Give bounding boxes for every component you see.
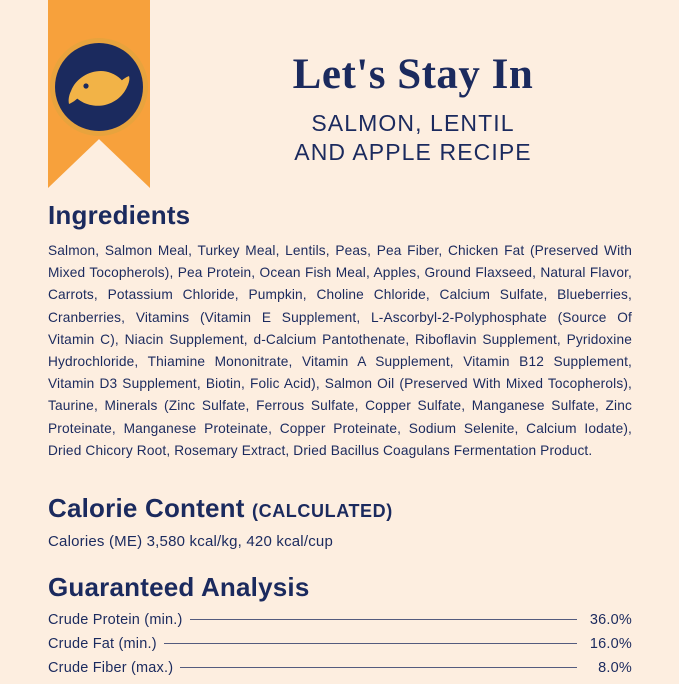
table-row	[48, 660, 632, 676]
leader-line	[190, 619, 577, 620]
label-header	[0, 0, 679, 196]
fish-badge-icon	[67, 65, 131, 109]
calorie-content-heading	[48, 493, 632, 524]
ga-label: Crude Fat (min.)	[48, 635, 157, 652]
table-row	[48, 612, 632, 628]
calorie-content-section	[48, 493, 632, 550]
leader-line	[180, 667, 577, 668]
ga-value: 16.0%	[589, 635, 632, 652]
brand-badge	[50, 38, 148, 136]
product-subtitle-line-1: SALMON, LENTIL	[311, 110, 515, 137]
calorie-content-qualifier: (CALCULATED)	[252, 500, 393, 521]
product-subtitle	[178, 109, 648, 167]
ga-label: Crude Fiber (max.)	[48, 659, 174, 676]
table-row	[48, 636, 632, 652]
ga-value: 8.0%	[598, 659, 632, 676]
calorie-content-heading-text: Calorie Content	[48, 492, 245, 523]
ingredients-text: Salmon, Salmon Meal, Turkey Meal, Lentils, Peas, Pea Fiber, Chicken Fat (Preserved With Mixed Tocopherols), Pea Protein, Ocean Fish Meal, Apples, Ground Flaxseed, Natural Flavor, Carrots, Potassium Chloride, Pumpkin, Choline Chloride, Calcium Sulfate, Blueberries, Cranberries, Vitamins (Vitamin E Supplement, L-Ascorbyl-2-Polyphosphate (Source Of Vitamin C), Niacin Supplement, d-Calcium Pantothenate, Riboflavin Supplement, Pyridoxine Hydrochloride, Thiamine Mononitrate, Vitamin A Supplement, Vitamin B12 Supplement, Vitamin D3 Supplement, Biotin, Folic Acid), Salmon Oil (Preserved With Mixed Tocopherols), Taurine, Minerals (Zinc Sulfate, Ferrous Sulfate, Copper Sulfate, Manganese Sulfate, Zinc Proteinate, Manganese Proteinate, Copper Proteinate, Sodium Selenite, Calcium Iodate), Dried Chicory Root, Rosemary Extract, Dried Bacillus Coagulans Fermentation Product.	[48, 243, 632, 458]
ingredients-heading: Ingredients	[48, 200, 191, 230]
guaranteed-analysis-heading: Guaranteed Analysis	[48, 571, 310, 602]
product-title: Let's Stay In	[292, 51, 534, 98]
guaranteed-analysis-section	[48, 572, 632, 676]
product-subtitle-line-2: AND APPLE RECIPE	[294, 138, 532, 165]
ga-value: 36.0%	[589, 611, 632, 628]
badge-inner-circle	[55, 43, 143, 131]
ga-label: Crude Protein (min.)	[48, 611, 183, 628]
label-content	[48, 200, 632, 684]
calorie-content-line: Calories (ME) 3,580 kcal/kg, 420 kcal/cup	[48, 532, 333, 550]
title-block	[178, 52, 648, 167]
leader-line	[164, 643, 577, 644]
ingredients-section	[48, 200, 632, 462]
